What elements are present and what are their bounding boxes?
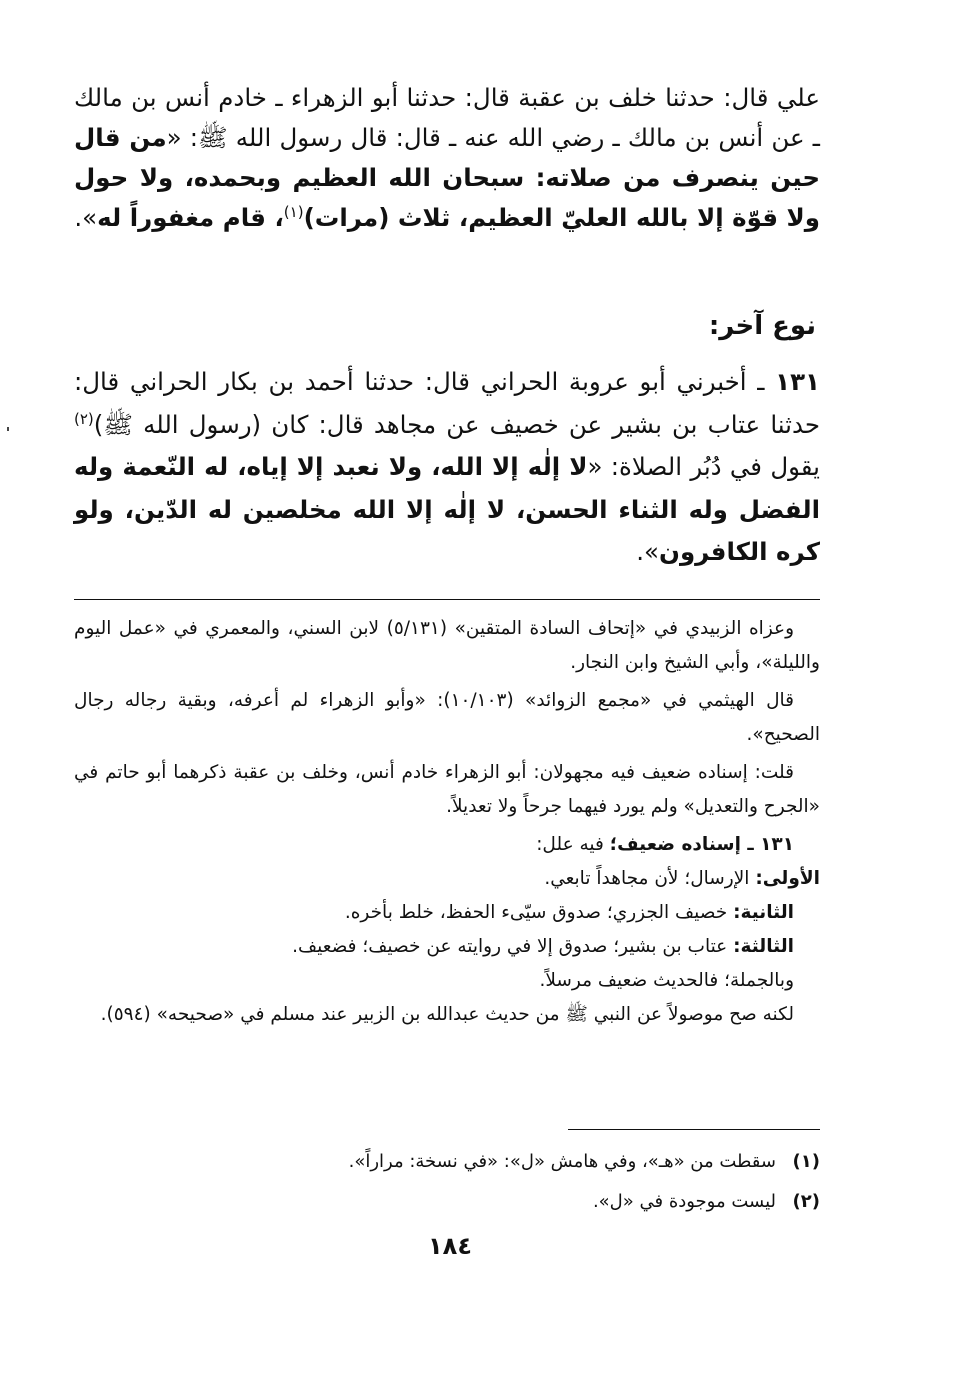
hadith-text (74, 78, 820, 238)
commentary-para-7 (74, 930, 820, 964)
commentary-bold: الأولى: (755, 868, 820, 889)
hadith-131-chain: ـ أخبرني أبو عروبة الحراني قال: حدثنا أحمد بن بكار الحراني قال: حدثنا عتاب بن بشير عن خصيف عن مجاهد قال: كان (رسول الله ﷺ) (74, 367, 820, 439)
commentary-rest: عتاب بن بشير؛ صدوق إلا في روايته عن خصيف؛ فضعيف. (292, 936, 734, 957)
hadith-matn-bold-end: ، قام مغفوراً له (97, 203, 284, 232)
commentary-rest: الإرسال؛ لأن مجاهداً تابعي. (544, 868, 756, 889)
footnote-2 (170, 1182, 820, 1222)
hadith-131-chain-2: يقول في دُبُر الصلاة: « (587, 452, 820, 481)
commentary-para-5 (74, 862, 820, 896)
footnote-number: (١) (792, 1151, 820, 1172)
hadith-chain-text: علي قال: حدثنا خلف بن عقبة قال: حدثنا أبو الزهراء ـ خادم أنس بن مالك ـ عن أنس بن مالك ـ رضي الله عنه ـ قال: قال رسول الله ﷺ: « (74, 83, 820, 152)
hadith-131-matn-bold: لا إلٰه إلا الله، ولا نعبد إلا إياه، له النّعمة وله الفضل وله الثناء الحسن، لا إلٰه إلا الله مخلصين له الدّين، ولو كره الكافرون (74, 452, 820, 566)
commentary-bold: ١٣١ ـ إسناده ضعيف؛ (609, 834, 794, 855)
commentary-para-1: وعزاه الزبيدي في «إتحاف السادة المتقين» (٥/١٣١) لابن السني، والمعمري في «عمل اليوم والليلة»، وأبي الشيخ وابن النجار. (74, 618, 820, 673)
commentary-para-2: قال الهيثمي في «مجمع الزوائد» (١٠/١٠٣): «وأبو الزهراء لم أعرفه، وبقية رجاله رجال الصحيح». (74, 690, 820, 745)
footnotes (170, 1142, 820, 1222)
footnote-number: (٢) (792, 1191, 820, 1212)
commentary-rest: فيه علل: (536, 834, 610, 855)
commentary-bold: الثالثة: (733, 936, 794, 957)
scan-speck (7, 427, 9, 431)
commentary-bold: الثانية: (733, 902, 794, 923)
hadith-131-close-quote: ». (636, 537, 660, 566)
commentary-para-9: لكنه صح موصولاً عن النبي ﷺ من حديث عبدالله بن الزبير عند مسلم في «صحيحه» (٥٩٤). (100, 1004, 794, 1025)
hadith-number: ١٣١ (775, 367, 820, 396)
footnote-ref-1: (١) (283, 202, 304, 221)
hadith-paragraph-1 (74, 78, 820, 238)
commentary-para-6 (74, 896, 820, 930)
commentary-rest: خصيف الجزري؛ صدوق سيّىء الحفظ، خلط بأخره. (344, 902, 734, 923)
footnote-1 (170, 1142, 820, 1182)
commentary-para-8: وبالجملة؛ فالحديث ضعيف مرسلاً. (539, 970, 794, 991)
footnote-text: ليست موجودة في «ل». (592, 1191, 776, 1212)
commentary-para-3: قلت: إسناده ضعيف فيه مجهولان: أبو الزهراء خادم أنس، وخلف بن عقبة ذكرهما أبو حاتم في «الجرح والتعديل» ولم يورد فيهما جرحاً ولا تعديلاً. (74, 762, 820, 817)
hadith-paragraph-131 (74, 361, 820, 574)
section-heading: نوع آخر: (708, 311, 816, 341)
footnote-ref-2: (٢) (74, 409, 94, 428)
hadith-close-quote: ». (74, 203, 98, 232)
hadith-matn-bold: من قال حين ينصرف من صلاته: سبحان الله العظيم وبحمده، ولا حول ولا قوّة إلا بالله العليّ العظيم، ثلاث (مرات) (74, 123, 820, 232)
commentary-para-4 (74, 828, 820, 862)
commentary-divider (74, 599, 820, 600)
footnote-divider (568, 1129, 820, 1130)
footnote-text: سقطت من «هـ»، وفي هامش «ل»: «في نسخة: مراراً». (348, 1151, 776, 1172)
page-number: ١٨٤ (428, 1232, 472, 1260)
commentary-section (74, 612, 820, 1036)
hadith-131-text (74, 361, 820, 574)
